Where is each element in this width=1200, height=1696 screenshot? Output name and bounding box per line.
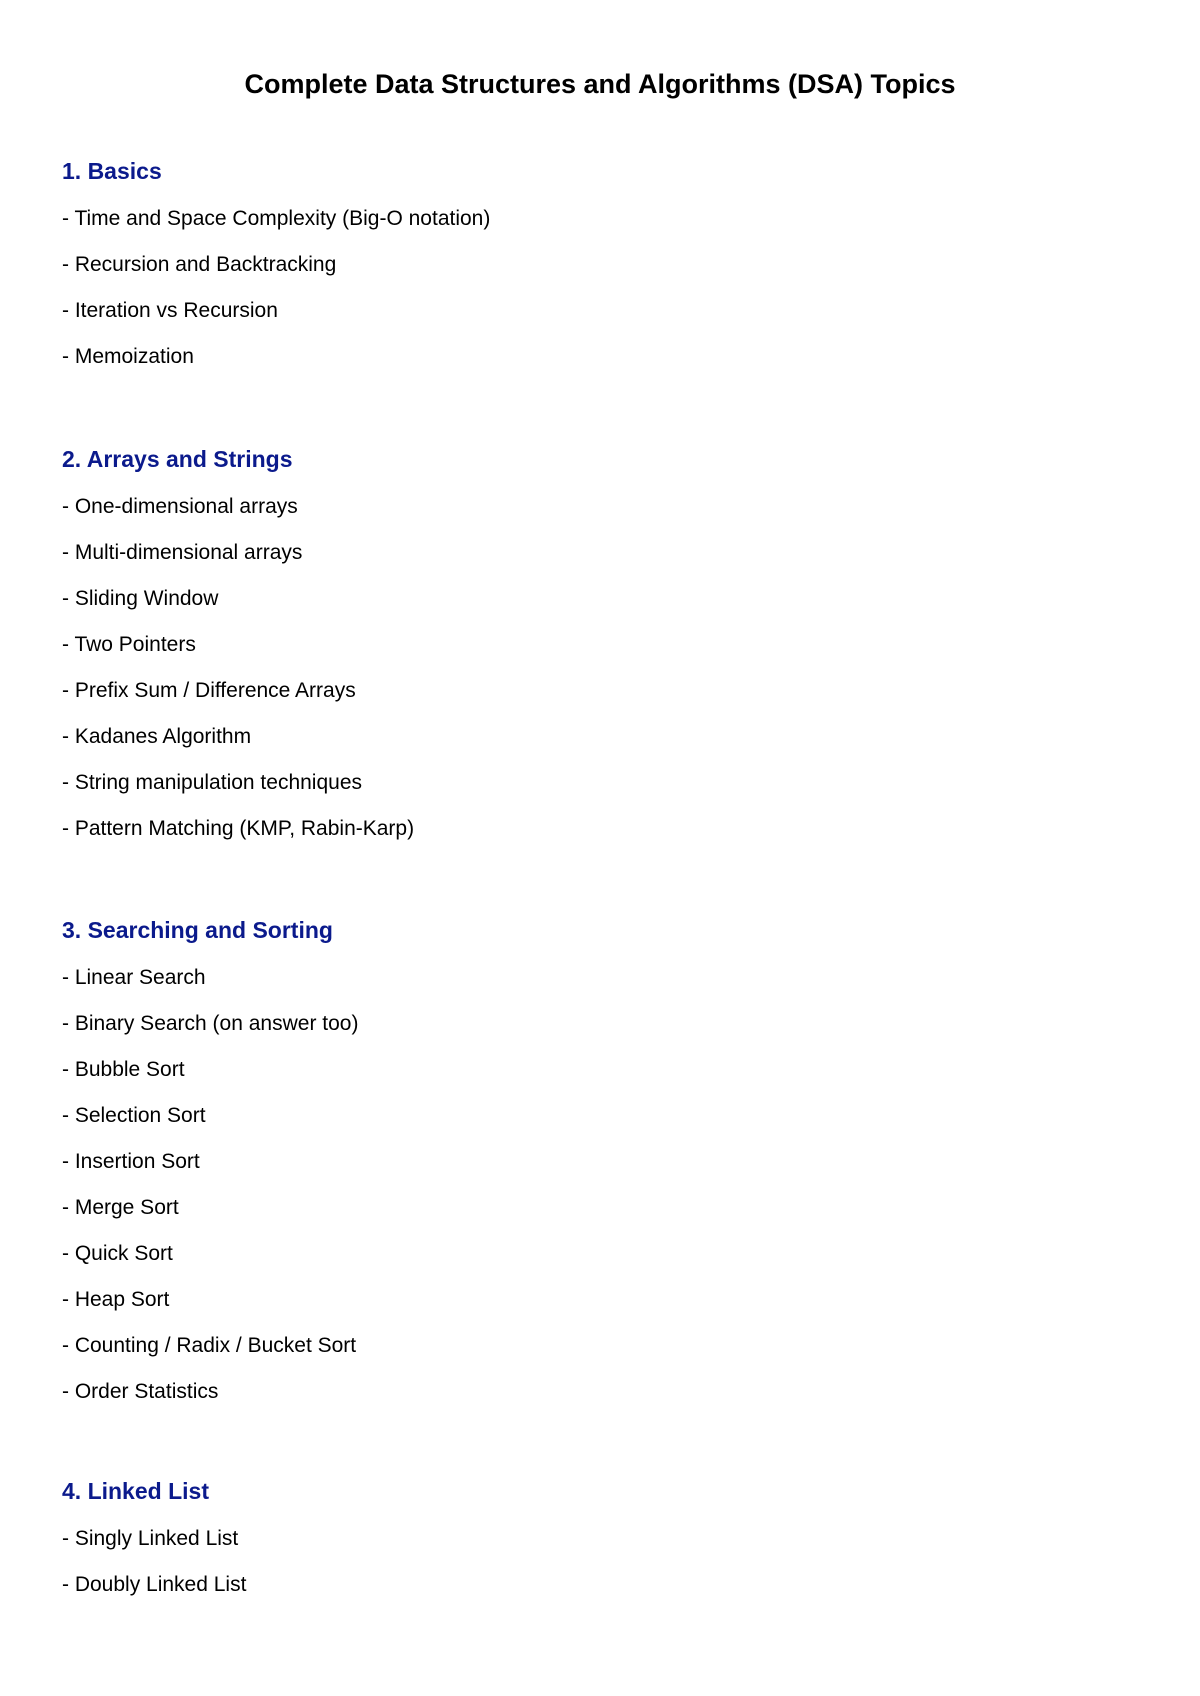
list-item: - Linear Search — [62, 966, 206, 989]
list-item: - Iteration vs Recursion — [62, 299, 278, 322]
list-item: - Quick Sort — [62, 1242, 173, 1265]
section-basics — [62, 152, 1062, 380]
list-item: - Two Pointers — [62, 633, 196, 656]
section-linked-list — [62, 1472, 1062, 1608]
topic-list — [62, 955, 1062, 1415]
list-item: - Bubble Sort — [62, 1058, 185, 1081]
list-item: - Selection Sort — [62, 1104, 206, 1127]
list-item: - Order Statistics — [62, 1380, 219, 1403]
list-item: - Insertion Sort — [62, 1150, 200, 1173]
topic-list — [62, 1516, 1062, 1608]
list-item: - One-dimensional arrays — [62, 495, 298, 518]
list-item: - Singly Linked List — [62, 1527, 239, 1550]
list-item: - Multi-dimensional arrays — [62, 541, 303, 564]
list-item: - Doubly Linked List — [62, 1573, 247, 1596]
list-item: - Time and Space Complexity (Big-O notation) — [62, 207, 491, 230]
list-item: - Prefix Sum / Difference Arrays — [62, 679, 356, 702]
section-heading: 2. Arrays and Strings — [62, 446, 293, 472]
topic-list — [62, 196, 1062, 380]
list-item: - Binary Search (on answer too) — [62, 1012, 359, 1035]
list-item: - Merge Sort — [62, 1196, 179, 1219]
section-searching-and-sorting — [62, 911, 1062, 1415]
document-title: Complete Data Structures and Algorithms (DSA) Topics — [244, 69, 956, 99]
list-item: - Pattern Matching (KMP, Rabin-Karp) — [62, 817, 415, 840]
section-heading: 3. Searching and Sorting — [62, 917, 333, 943]
list-item: - String manipulation techniques — [62, 771, 363, 794]
section-arrays-and-strings — [62, 440, 1062, 852]
list-item: - Heap Sort — [62, 1288, 170, 1311]
topic-list — [62, 484, 1062, 852]
list-item: - Sliding Window — [62, 587, 219, 610]
list-item: - Kadanes Algorithm — [62, 725, 252, 748]
section-heading: 1. Basics — [62, 158, 162, 184]
list-item: - Memoization — [62, 345, 194, 368]
section-heading: 4. Linked List — [62, 1478, 209, 1504]
list-item: - Counting / Radix / Bucket Sort — [62, 1334, 357, 1357]
list-item: - Recursion and Backtracking — [62, 253, 337, 276]
